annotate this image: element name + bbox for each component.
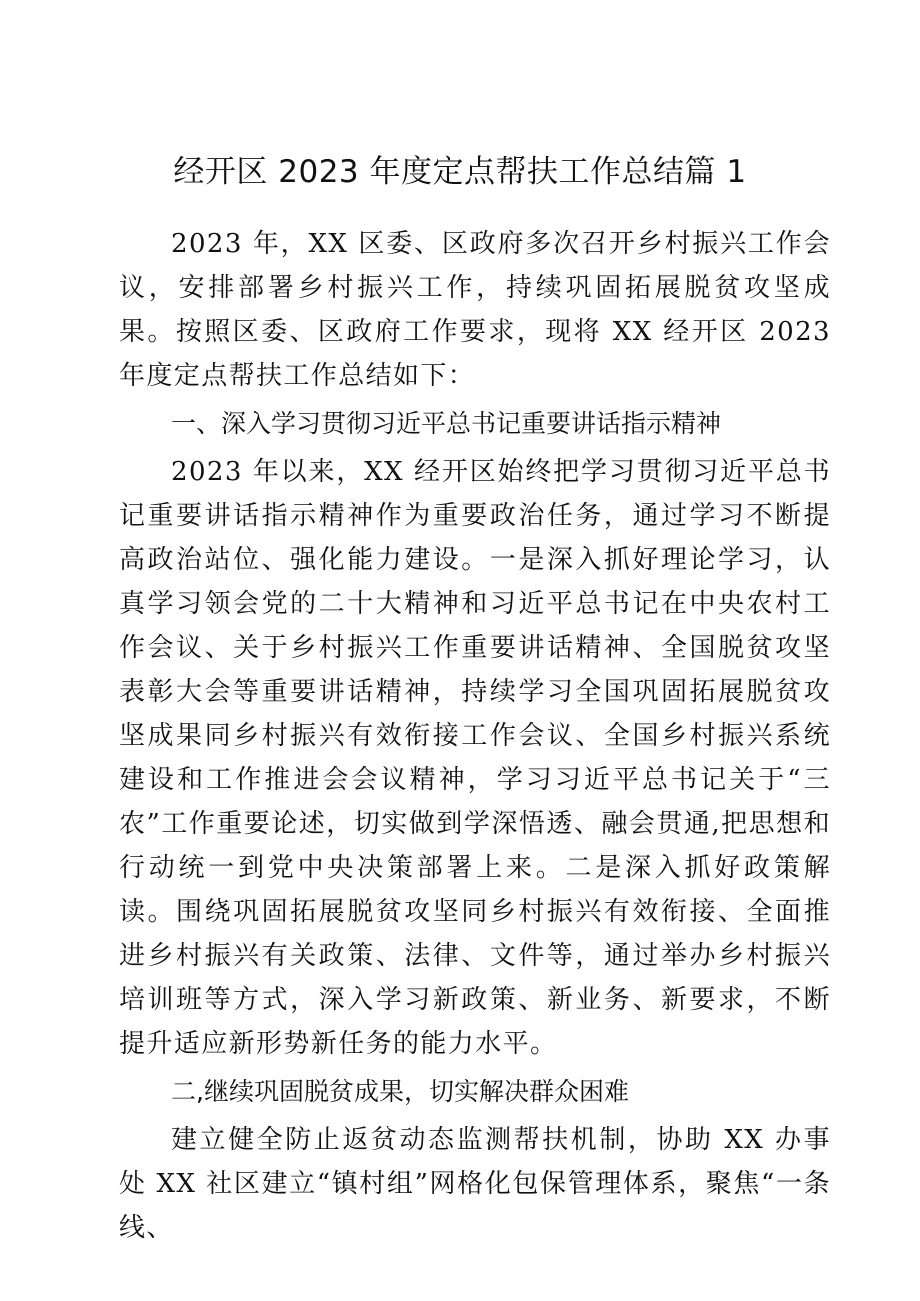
section-2-paragraph: 建立健全防止返贫动态监测帮扶机制，协助 XX 办事处 XX 社区建立“镇村组”网格化包保管理体系，聚焦“一条线、 bbox=[119, 1125, 831, 1243]
document-body bbox=[119, 222, 831, 1250]
intro-paragraph: 2023 年，XX 区委、区政府多次召开乡村振兴工作会议，安排部署乡村振兴工作，持续巩固拓展脱贫攻坚成果。按照区委、区政府工作要求，现将 XX 经开区 2023 年度定点帮扶工作总结如下： bbox=[119, 229, 831, 391]
section-1-heading: 一、深入学习贯彻习近平总书记重要讲话指示精神 bbox=[171, 409, 722, 438]
document-title: 经开区 2023 年度定点帮扶工作总结篇 1 bbox=[173, 154, 747, 190]
section-1-paragraph: 2023 年以来，XX 经开区始终把学习贯彻习近平总书记重要讲话指示精神作为重要政治任务，通过学习不断提高政治站位、强化能力建设。一是深入抓好理论学习，认真学习领会党的二十大精神和习近平总书记在中央农村工作会议、关于乡村振兴工作重要讲话精神、全国脱贫攻坚表彰大会等重要讲话精神，持续学习全国巩固拓展脱贫攻坚成果同乡村振兴有效衔接工作会议、全国乡村振兴系统建设和工作推进会会议精神，学习习近平总书记关于“三农”工作重要论述，切实做到学深悟透、融会贯通,把思想和行动统一到党中央决策部署上来。二是深入抓好政策解读。围绕巩固拓展脱贫攻坚同乡村振兴有效衔接、全面推进乡村振兴有关政策、法律、文件等，通过举办乡村振兴培训班等方式，深入学习新政策、新业务、新要求，不断提升适应新形势新任务的能力水平。 bbox=[119, 457, 831, 1059]
section-2-heading: 二,继续巩固脱贫成果，切实解决群众困难 bbox=[171, 1077, 629, 1106]
